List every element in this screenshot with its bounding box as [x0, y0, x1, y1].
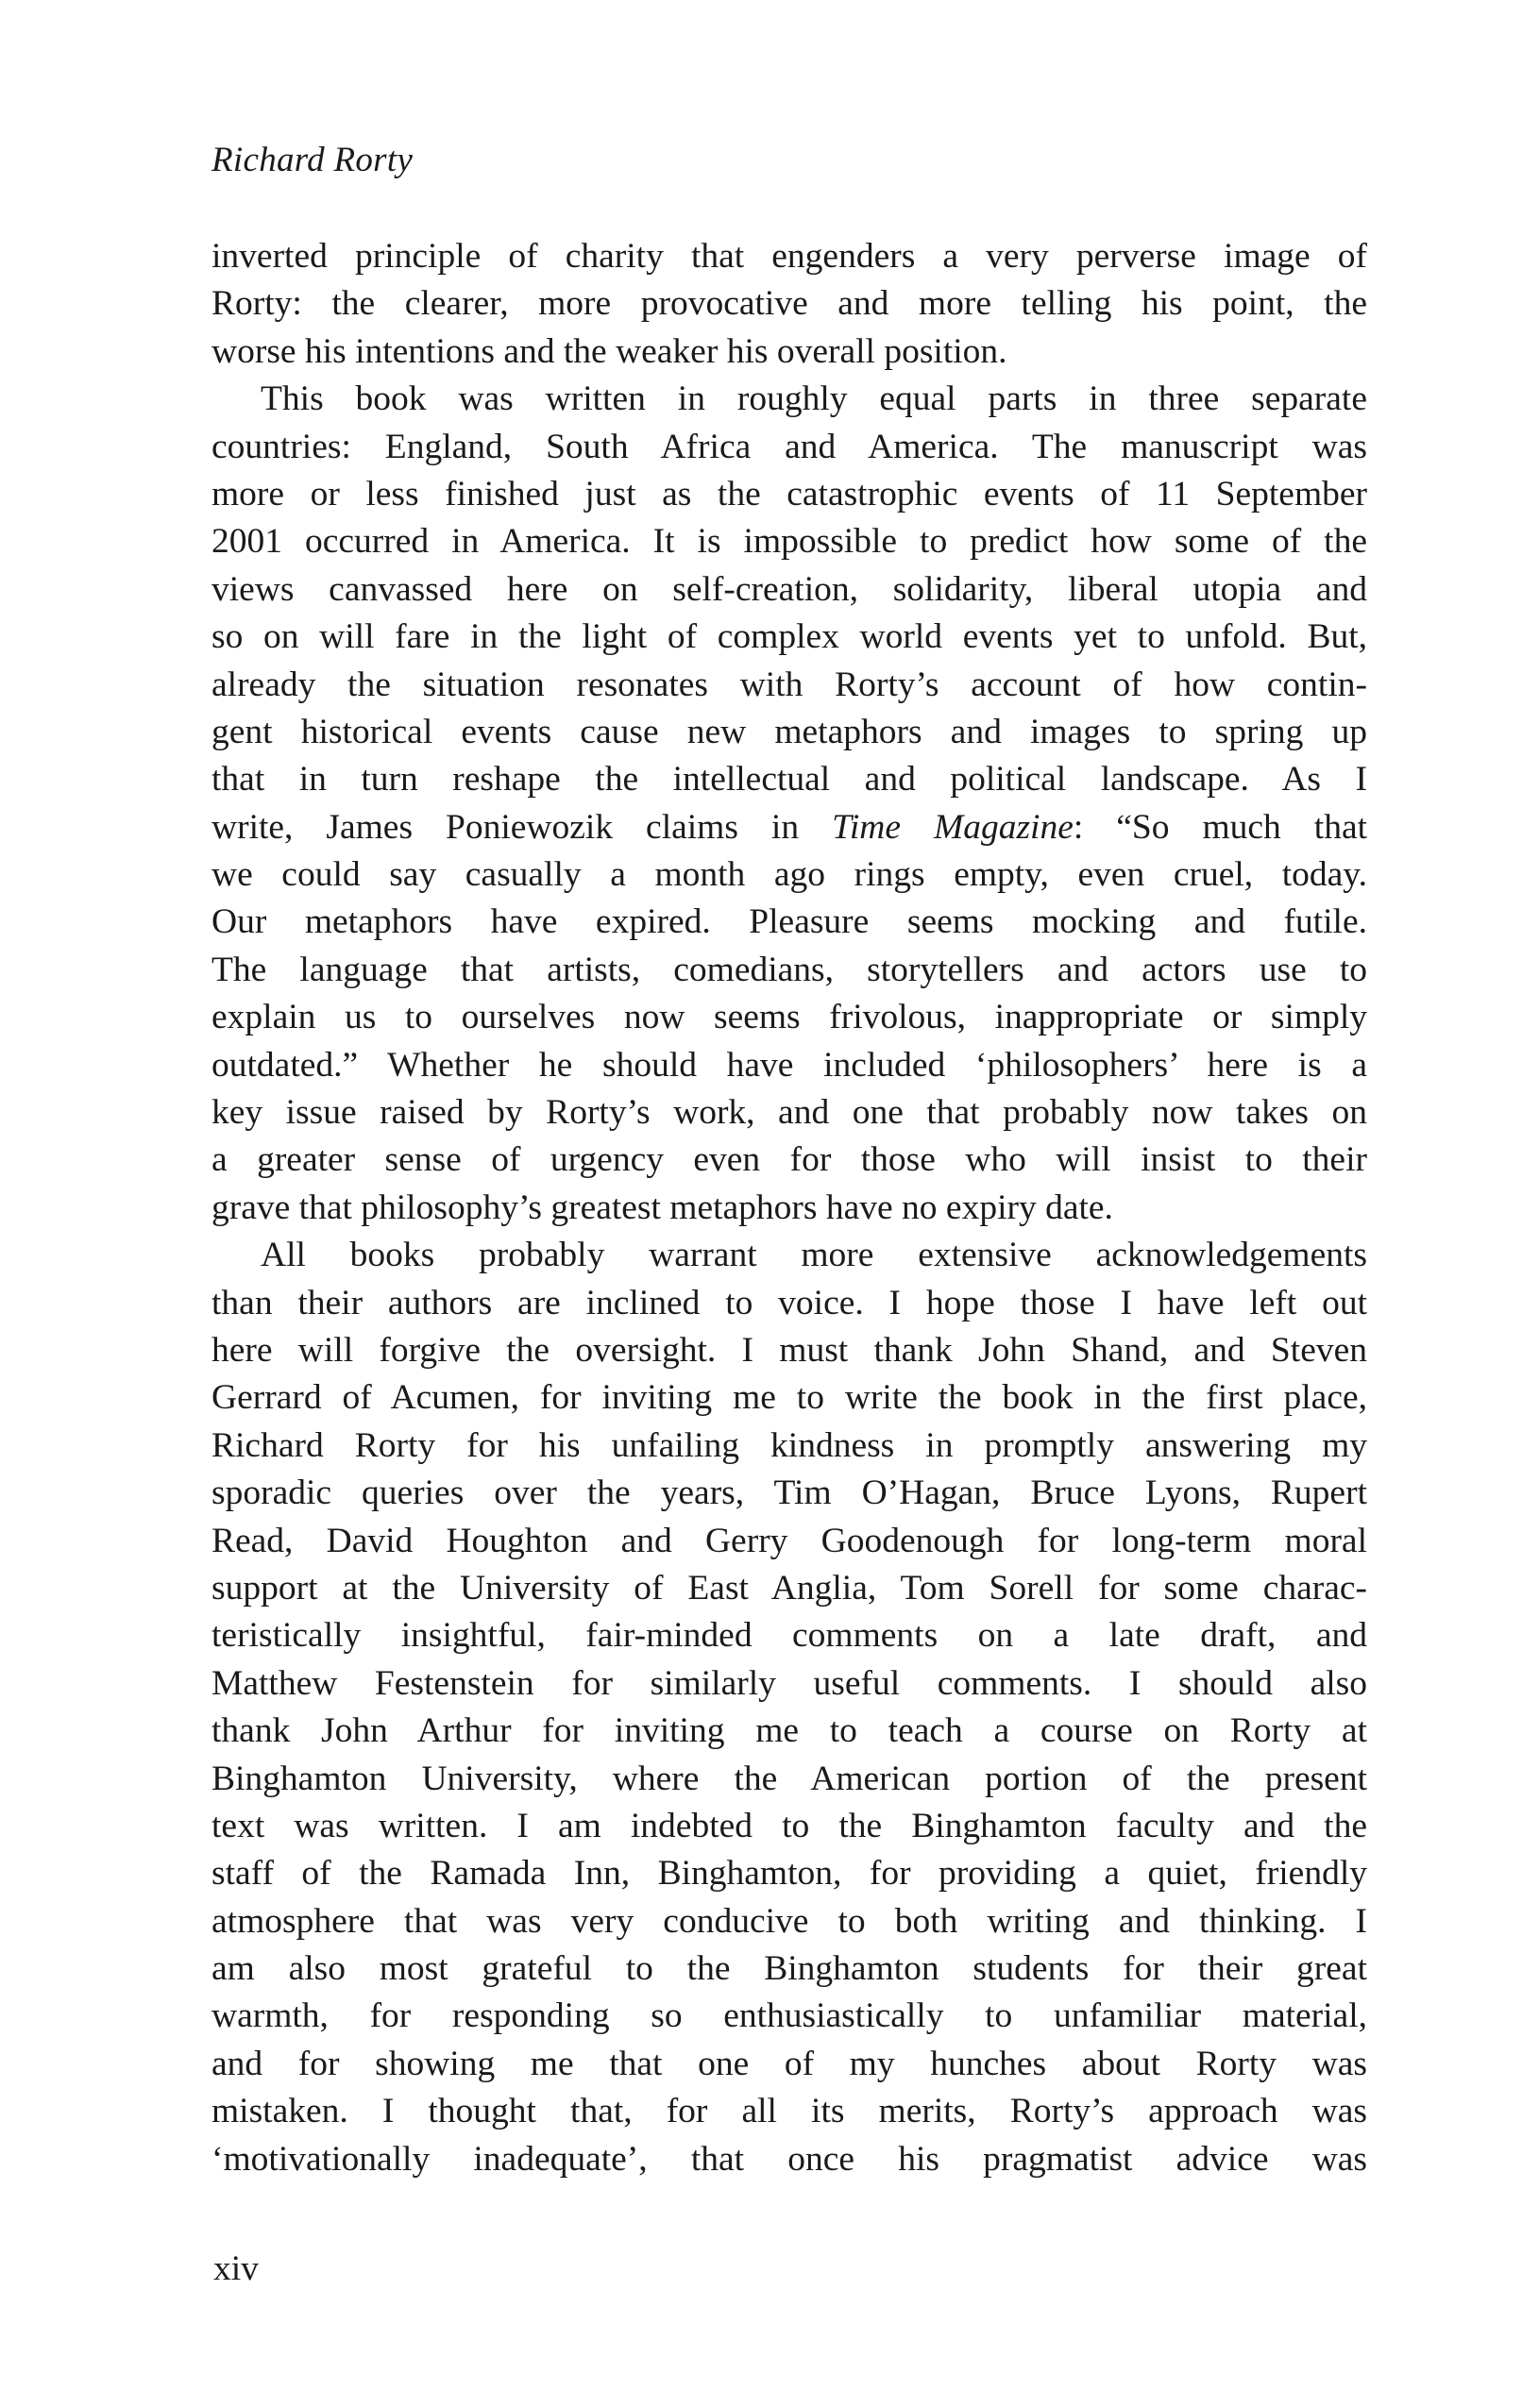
- text-line: sporadic queries over the years, Tim O’Hagan, Bruce Lyons, Rupert: [211, 1473, 1367, 1513]
- text-line: views canvassed here on self-creation, solidarity, liberal utopia and: [211, 569, 1367, 609]
- text-line: All books probably warrant more extensive acknowledgements: [261, 1236, 1367, 1275]
- text-line: gent historical events cause new metaphors and images to spring up: [211, 712, 1367, 751]
- text-line: and for showing me that one of my hunches about Rorty was: [211, 2044, 1367, 2083]
- text-line: Richard Rorty for his unfailing kindness in promptly answering my: [211, 1425, 1367, 1465]
- text-line: staff of the Ramada Inn, Binghamton, for providing a quiet, friendly: [211, 1854, 1367, 1894]
- text-line: we could say casually a month ago rings empty, even cruel, today.: [211, 855, 1367, 895]
- text-line: here will forgive the oversight. I must thank John Shand, and Steven: [211, 1330, 1367, 1370]
- text-line: ‘motivationally inadequate’, that once his pragmatist advice was: [211, 2139, 1367, 2179]
- text-line: already the situation resonates with Rorty’s account of how contin-: [211, 665, 1367, 704]
- text-line: mistaken. I thought that, for all its merits, Rorty’s approach was: [211, 2092, 1367, 2131]
- text-line: thank John Arthur for inviting me to teach a course on Rorty at: [211, 1711, 1367, 1751]
- paragraph: [211, 376, 1367, 1232]
- text-line: teristically insightful, fair-minded comments on a late draft, and: [211, 1616, 1367, 1656]
- text-line: Gerrard of Acumen, for inviting me to write the book in the first place,: [211, 1378, 1367, 1418]
- text-line: 2001 occurred in America. It is impossible to predict how some of the: [211, 522, 1367, 562]
- text-line: write, James Poniewozik claims in Time Magazine: “So much that: [211, 807, 1368, 847]
- text-line: worse his intentions and the weaker his overall position.: [211, 331, 1007, 371]
- text-line: The language that artists, comedians, storytellers and actors use to: [211, 950, 1367, 989]
- text-line: am also most grateful to the Binghamton students for their great: [211, 1949, 1367, 1989]
- text-line: Our metaphors have expired. Pleasure seems mocking and futile.: [211, 902, 1367, 942]
- paragraph: [211, 1232, 1367, 2183]
- text-line: key issue raised by Rorty’s work, and one that probably now takes on: [211, 1093, 1367, 1133]
- running-head: Richard Rorty: [211, 141, 414, 179]
- paragraph: [211, 233, 1367, 376]
- text-line: Read, David Houghton and Gerry Goodenough for long-term moral: [211, 1521, 1367, 1560]
- text-line: explain us to ourselves now seems frivolous, inappropriate or simply: [211, 998, 1367, 1037]
- text-line: that in turn reshape the intellectual and political landscape. As I: [211, 760, 1367, 800]
- text-line: a greater sense of urgency even for those who will insist to their: [211, 1140, 1367, 1180]
- text-line: Rorty: the clearer, more provocative and more telling his point, the: [211, 284, 1367, 324]
- page-number: xiv: [213, 2249, 259, 2288]
- text-line: countries: England, South Africa and America. The manuscript was: [211, 427, 1367, 466]
- text-line: grave that philosophy’s greatest metaphors have no expiry date.: [211, 1187, 1113, 1227]
- text-line: so on will fare in the light of complex world events yet to unfold. But,: [211, 617, 1367, 657]
- text-line: text was written. I am indebted to the Binghamton faculty and the: [211, 1806, 1367, 1845]
- text-line: atmosphere that was very conducive to both writing and thinking. I: [211, 1901, 1367, 1941]
- text-line: support at the University of East Anglia, Tom Sorell for some charac-: [211, 1568, 1367, 1608]
- text-line: This book was written in roughly equal parts in three separate: [261, 379, 1367, 419]
- text-line: warmth, for responding so enthusiastically to unfamiliar material,: [211, 1996, 1367, 2036]
- text-line: inverted principle of charity that engenders a very perverse image of: [211, 237, 1367, 276]
- text-line: Matthew Festenstein for similarly useful comments. I should also: [211, 1663, 1367, 1703]
- text-line: outdated.” Whether he should have included ‘philosophers’ here is a: [211, 1045, 1367, 1085]
- text-line: Binghamton University, where the American portion of the present: [211, 1759, 1367, 1798]
- text-line: than their authors are inclined to voice. I hope those I have left out: [211, 1283, 1367, 1322]
- body-text: [211, 233, 1367, 2183]
- text-line: more or less finished just as the catastrophic events of 11 September: [211, 474, 1367, 514]
